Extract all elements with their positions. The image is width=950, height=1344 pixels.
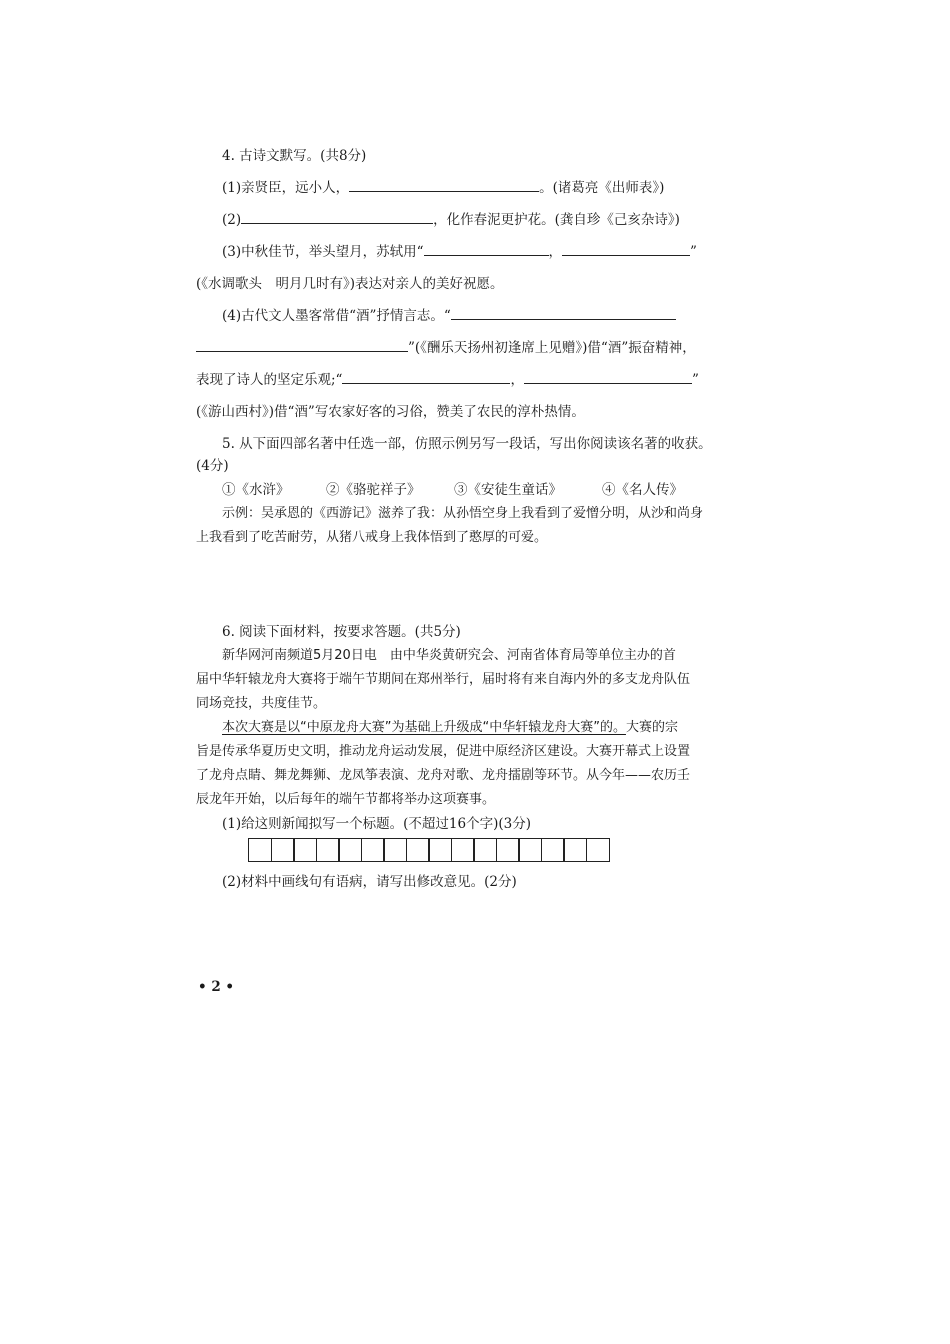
answer-box[interactable] — [406, 838, 430, 862]
q4-item-4-line3-comma: ， — [510, 372, 524, 388]
q6-paragraph-1-line3: 同场竞技，共度佳节。 — [196, 696, 327, 711]
option-2: ②《骆驼祥子》 — [326, 482, 421, 498]
q4-item-4-line3 — [196, 371, 699, 389]
q4-item-3-start: (3)中秋佳节，举头望月，苏轼用“ — [222, 244, 424, 260]
q4-item-4-line3-close: ” — [691, 372, 699, 388]
q4-item-1 — [222, 179, 664, 197]
option-1: ①《水浒》 — [222, 482, 290, 498]
q6-paragraph-2-line3: 了龙舟点睛、舞龙舞狮、龙凤筝表演、龙舟对歌、龙舟擂剧等环节。从今年——农历壬 — [196, 768, 691, 783]
answer-box[interactable] — [428, 838, 452, 862]
answer-blank[interactable] — [451, 307, 676, 320]
q6-paragraph-1-line2: 届中华轩辕龙舟大赛将于端午节期间在郑州举行，届时将有来自海内外的多支龙舟队伍 — [196, 672, 691, 687]
q6-heading: 6. 阅读下面材料，按要求答题。(共5分) — [222, 624, 461, 640]
q6-paragraph-1: 新华网河南频道5月20日电 由中华炎黄研究会、河南省体育局等单位主办的首 — [222, 648, 676, 663]
q4-item-2 — [222, 211, 680, 229]
q4-item-1-end: 。(诸葛亮《出师表》) — [539, 180, 665, 196]
q5-example: 示例：吴承恩的《西游记》滋养了我：从孙悟空身上我看到了爱憎分明，从沙和尚身 — [222, 506, 704, 521]
answer-box[interactable] — [271, 838, 295, 862]
q6-sub-1: (1)给这则新闻拟写一个标题。(不超过16个字)(3分) — [222, 816, 531, 832]
answer-blank[interactable] — [349, 179, 539, 192]
answer-box[interactable] — [563, 838, 587, 862]
answer-blank[interactable] — [562, 243, 690, 256]
answer-blank[interactable] — [196, 339, 408, 352]
q4-item-4-end: (《游山西村》)借“酒”写农家好客的习俗，赞美了农民的淳朴热情。 — [196, 404, 585, 420]
page-number: • 2 • — [198, 979, 235, 995]
answer-box[interactable] — [473, 838, 497, 862]
answer-blank[interactable] — [241, 211, 433, 224]
q4-item-3-close: ” — [690, 244, 697, 260]
option-3: ③《安徒生童话》 — [454, 482, 562, 498]
answer-box[interactable] — [248, 838, 272, 862]
q6-sub-2: (2)材料中画线句有语病，请写出修改意见。(2分) — [222, 874, 517, 890]
q4-item-3-comma: ， — [548, 244, 563, 260]
q4-item-4-line3-start: 表现了诗人的坚定乐观;“ — [196, 372, 343, 388]
q5-heading: 5. 从下面四部名著中任选一部，仿照示例另写一段话，写出你阅读该名著的收获。 — [222, 436, 712, 452]
q4-item-3-cont: (《水调歌头 明月几时有》)表达对亲人的美好祝愿。 — [196, 276, 504, 292]
q5-heading-points: (4分) — [196, 458, 229, 474]
q6-paragraph-2-line2: 旨是传承华夏历史文明，推动龙舟运动发展，促进中原经济区建设。大赛开幕式上设置 — [196, 744, 691, 759]
answer-box[interactable] — [586, 838, 610, 862]
answer-box[interactable] — [451, 838, 475, 862]
q4-item-3 — [222, 243, 697, 261]
answer-box[interactable] — [293, 838, 317, 862]
q4-item-4 — [222, 307, 676, 325]
underlined-sentence: 本次大赛是以“中原龙舟大赛”为基础上升级成“中华轩辕龙舟大赛”的。 — [222, 720, 626, 735]
q6-paragraph-2 — [222, 719, 678, 737]
answer-box[interactable] — [541, 838, 565, 862]
q4-item-4-start: (4)古代文人墨客常借“酒”抒情言志。“ — [222, 308, 451, 324]
answer-box[interactable] — [361, 838, 385, 862]
answer-blank[interactable] — [342, 371, 510, 384]
q4-item-1-start: (1)亲贤臣，远小人， — [222, 180, 350, 196]
answer-box[interactable] — [316, 838, 340, 862]
answer-box[interactable] — [496, 838, 520, 862]
q5-example-cont: 上我看到了吃苦耐劳，从猪八戒身上我体悟到了憨厚的可爱。 — [196, 530, 548, 545]
option-4: ④《名人传》 — [602, 482, 683, 498]
answer-blank[interactable] — [424, 243, 549, 256]
answer-box[interactable] — [383, 838, 407, 862]
answer-box[interactable] — [518, 838, 542, 862]
q4-item-2-end: ，化作春泥更护花。(龚自珍《己亥杂诗》) — [433, 212, 680, 228]
q5-options — [222, 481, 683, 499]
q4-item-4-line2 — [196, 339, 696, 357]
q4-heading: 4. 古诗文默写。(共8分) — [222, 148, 367, 164]
answer-box-grid — [248, 838, 608, 862]
answer-box[interactable] — [338, 838, 362, 862]
q4-item-2-start: (2) — [222, 212, 242, 228]
q4-item-4-mid: ”(《酬乐天扬州初逢席上见赠》)借“酒”振奋精神， — [408, 340, 696, 356]
q6-paragraph-2-line4: 辰龙年开始，以后每年的端午节都将举办这项赛事。 — [196, 792, 496, 807]
answer-blank[interactable] — [524, 371, 692, 384]
q6-paragraph-2-rest: 大赛的宗 — [625, 720, 678, 735]
